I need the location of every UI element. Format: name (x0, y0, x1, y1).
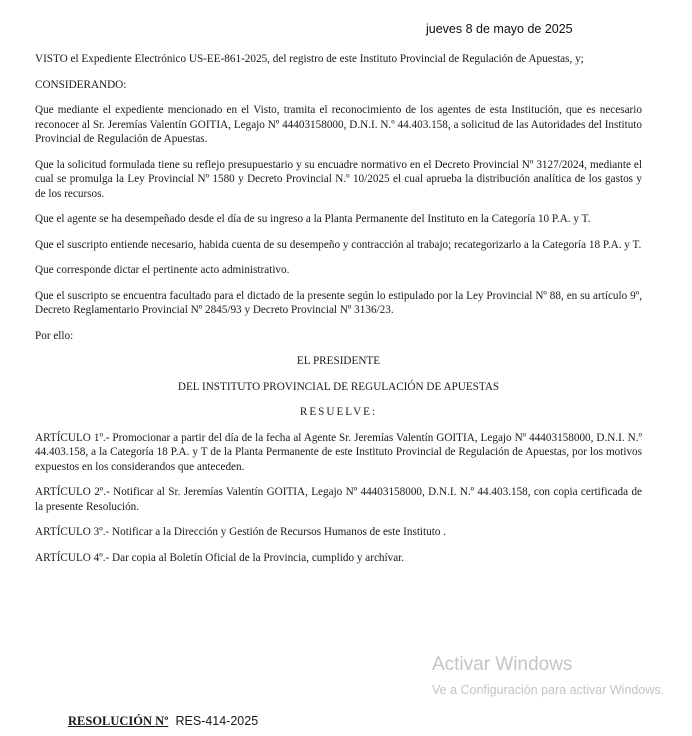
document-date: jueves 8 de mayo de 2025 (426, 22, 573, 36)
visto-paragraph: VISTO el Expediente Electrónico US-EE-861-2025, del registro de este Instituto Provincial de Regulación de Apuestas, y; (35, 53, 584, 65)
activation-watermark (432, 654, 664, 698)
articulo-4: ARTÍCULO 4º.- Dar copia al Boletín Oficial de la Provincia, cumplido y archívar. (35, 551, 405, 564)
por-ello: Por ello: (35, 329, 74, 342)
resolution-number-line (68, 714, 258, 729)
institute-name: DEL INSTITUTO PROVINCIAL DE REGULACIÓN DE APUESTAS (177, 380, 500, 393)
considerando-paragraph-1: Que mediante el expediente mencionado en el Visto, tramita el reconocimiento de los agentes de esta Institución, que es necesario reconocer al Sr. Jeremías Valentín GOITIA, Legajo Nº 44403158000, D.N.I. N.º 44.403.158, a solicitud de las Autoridades del Instituto Provincial de Regulación de Apuestas. (35, 104, 642, 145)
articulo-2: ARTÍCULO 2º.- Notificar al Sr. Jeremías Valentín GOITIA, Legajo Nº 44403158000, D.N.I. N.º 44.403.158, con copia certificada de la presente Resolución. (35, 486, 642, 513)
considerando-paragraph-4: Que el suscripto entiende necesario, habida cuenta de su desempeño y contracción al trabajo; recategorizarlo a la Categoría 18 P.A. y T. (35, 238, 642, 251)
considerando-paragraph-2: Que la solicitud formulada tiene su reflejo presupuestario y su encuadre normativo en el Decreto Provincial Nº 3127/2024, mediante el cual se promulga la Ley Provincial Nº 1580 y Decreto Provincial N.º 10/2025 el cual aprueba la distribución analítica de los gastos y de los recursos. (35, 158, 642, 200)
considerando-paragraph-6: Que el suscripto se encuentra facultado para el dictado de la presente según lo estipulado por la Ley Provincial Nº 88, en su artículo 9º, Decreto Reglamentario Provincial Nº 2845/93 y Decreto Provincial Nº 3136/23. (35, 289, 642, 316)
watermark-title: Activar Windows (432, 654, 573, 675)
document-body (35, 52, 642, 576)
considerando-heading: CONSIDERANDO: (35, 78, 127, 91)
watermark-subtitle: Ve a Configuración para activar Windows. (432, 683, 665, 697)
resolution-label: RESOLUCIÓN Nº (68, 714, 169, 728)
considerando-paragraph-5: Que corresponde dictar el pertinente acto administrativo. (35, 264, 290, 276)
resolution-number: RES-414-2025 (175, 714, 259, 728)
president-title: EL PRESIDENTE (296, 355, 381, 367)
resuelve-heading: RESUELVE: (299, 406, 378, 418)
considerando-paragraph-3: Que el agente se ha desempeñado desde el día de su ingreso a la Planta Permanente del Instituto en la Categoría 10 P.A. y T. (35, 213, 591, 225)
articulo-3: ARTÍCULO 3º.- Notificar a la Dirección y Gestión de Recursos Humanos de este Instituto . (35, 526, 447, 538)
articulo-1: ARTÍCULO 1º.- Promocionar a partir del día de la fecha al Agente Sr. Jeremías Valentín GOITIA, Legajo Nº 44403158000, D.N.I. N.º 44.403.158, a la Categoría 18 P.A. y T de la Planta Permanente de este Instituto Provincial de Regulación de Apuestas, por los motivos expuestos en los considerandos que anteceden. (35, 431, 642, 473)
